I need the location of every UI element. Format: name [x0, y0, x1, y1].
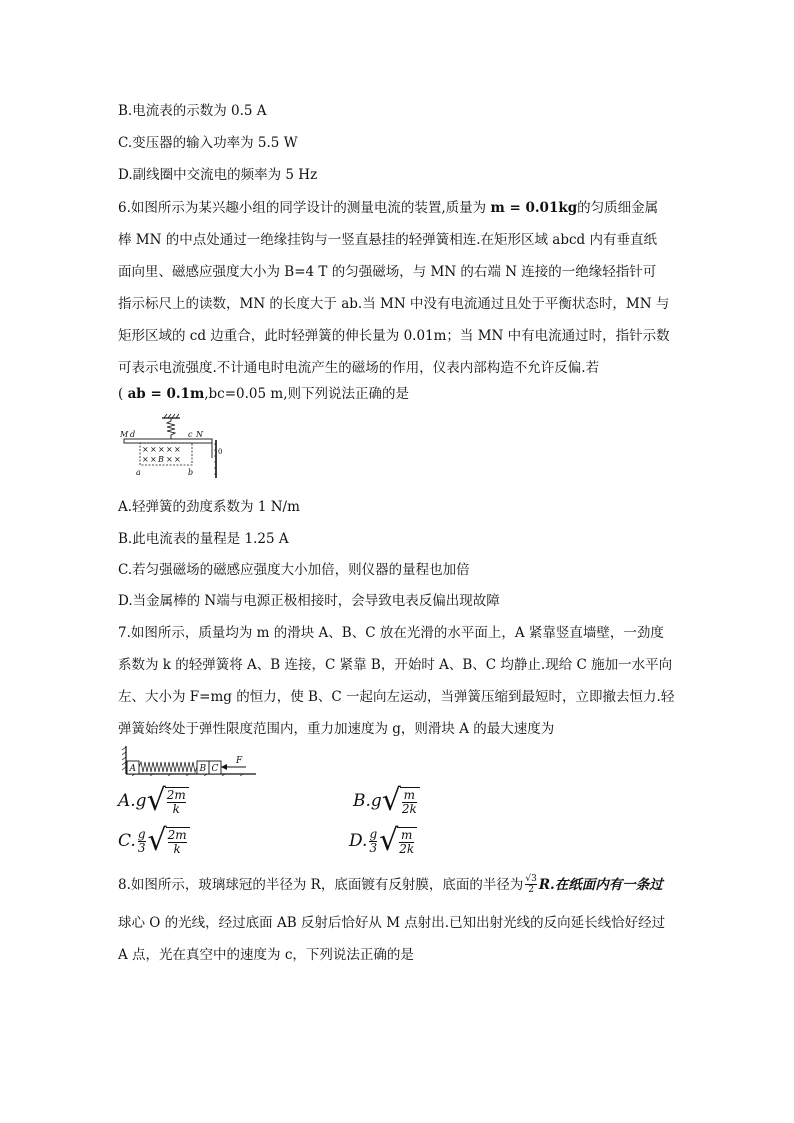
- svg-text:×: ×: [150, 445, 157, 454]
- q7-option-d-num: m: [401, 827, 413, 842]
- svg-text:×: ×: [142, 445, 149, 454]
- scale-zero: 0: [218, 448, 223, 456]
- q7-stem-line1: 7.如图所示，质量均为 m 的滑块 A、B、C 放在光滑的水平面上，A 紧靠竖直墙壁，一劲度: [118, 625, 664, 641]
- q6-option-a: A.轻弹簧的劲度系数为 1 N/m: [118, 499, 300, 515]
- sqrt-symbol: √ 2m k: [147, 786, 189, 816]
- q8-stem-line3: A 点，光在真空中的速度为 c，下列说法正确的是: [118, 947, 414, 963]
- q6-option-d: D.当金属棒的 N端与电源正极相接时，会导致电表反偏出现故障: [118, 593, 500, 609]
- field-label-b: B: [158, 455, 164, 464]
- q7-option-c-num: 2m: [167, 827, 187, 842]
- q7-option-d-den: 2k: [399, 841, 415, 856]
- label-n: N: [196, 430, 203, 439]
- q8-fraction: [525, 874, 536, 895]
- label-m: M: [120, 430, 129, 439]
- q8-stem-line1: [118, 874, 663, 895]
- q8-text: R.在纸面内有一条过: [538, 876, 663, 893]
- q6-text: (: [118, 386, 128, 402]
- svg-text:×: ×: [174, 455, 181, 464]
- q7-option-c: [118, 823, 190, 858]
- q7-option-a-prefix: A.g: [118, 791, 147, 811]
- q6-option-c: C.若匀强磁场的磁感应强度大小加倍，则仪器的量程也加倍: [118, 562, 470, 578]
- q5-option-d: D.副线圈中交流电的频率为 5 Hz: [118, 167, 318, 183]
- q7-option-b-den: 2k: [401, 801, 417, 816]
- label-c: c: [188, 430, 193, 439]
- label-b: b: [188, 468, 194, 477]
- q6-stem-line6: 可表示电流强度.不计通电时电流产生的磁场的作用，仪表内部构造不允许反偏.若: [118, 360, 600, 376]
- rod-mn: [124, 439, 212, 443]
- q7-option-a-num: 2m: [166, 787, 186, 802]
- q7-option-b: [353, 783, 420, 818]
- q7-stem-line2: 系数为 k 的轻弹簧将 A、B 连接，C 紧靠 B，开始时 A、B、C 均静止.现给 C 施加一水平向: [118, 657, 673, 673]
- sqrt-symbol: √ m 2k: [382, 786, 420, 816]
- q7-option-c-den: k: [173, 841, 181, 856]
- label-a: a: [136, 468, 141, 477]
- q8-stem-line2: 球心 O 的光线，经过底面 AB 反射后恰好从 M 点射出.已知出射光线的反向延长线恰好经过: [118, 915, 666, 931]
- q6-text: 的匀质细金属: [577, 200, 659, 216]
- force-label: F: [236, 756, 243, 766]
- spring-shape: [167, 418, 175, 439]
- q6-stem-line7: [118, 384, 409, 404]
- q7-option-b-prefix: B.g: [353, 791, 382, 811]
- q6-stem-line3: 面向里、磁感应强度大小为 B=4 T 的匀强磁场，与 MN 的右端 N 连接的一绝缘轻指针可: [118, 264, 657, 280]
- fraction: [369, 828, 377, 855]
- q7-option-d-fden: 3: [369, 840, 378, 855]
- q7-stem-line4: 弹簧始终处于弹性限度范围内，重力加速度为 g，则滑块 A 的最大速度为: [118, 721, 555, 737]
- svg-text:×: ×: [166, 455, 173, 464]
- svg-text:×: ×: [142, 455, 149, 464]
- label-d: d: [130, 430, 136, 439]
- block-c-label: C: [211, 764, 219, 774]
- sqrt-symbol: √ m 2k: [379, 826, 417, 856]
- q6-stem-line5: 矩形区域的 cd 边重合，此时轻弹簧的伸长量为 0.01m；当 MN 中有电流通过时，指针示数: [118, 328, 670, 344]
- q7-stem-line3: 左、大小为 F=mg 的恒力，使 B、C 一起向左运动，当弹簧压缩到最短时，立即撤去恒力.轻: [118, 689, 675, 705]
- svg-text:×: ×: [158, 445, 165, 454]
- q7-option-d-fnum: g: [369, 826, 378, 841]
- svg-text:×: ×: [174, 445, 181, 454]
- fraction: [138, 828, 146, 855]
- q8-frac-num: √3: [525, 874, 537, 884]
- block-b-label: B: [199, 764, 207, 774]
- q6-stem-line1: [118, 198, 658, 218]
- q5-option-c: C.变压器的输入功率为 5.5 W: [118, 135, 298, 151]
- q6-text: 6.如图所示为某兴趣小组的同学设计的测量电流的装置,质量为: [118, 200, 491, 216]
- q7-option-d-prefix: D.: [349, 831, 368, 851]
- q8-frac-den: 2: [528, 885, 534, 895]
- q6-mass-math: m = 0.01kg: [490, 200, 578, 216]
- spring-shape: [139, 762, 197, 772]
- q5-option-b: B.电流表的示数为 0.5 A: [118, 103, 267, 119]
- sqrt-symbol: √ 2m k: [148, 826, 190, 856]
- q6-text: ,bc=0.05 m,则下列说法正确的是: [204, 386, 409, 402]
- q7-option-c-fden: 3: [137, 840, 146, 855]
- q8-text: 8.如图所示，玻璃球冠的半径为 R，底面镀有反射膜，底面的半径为: [118, 876, 524, 893]
- q7-option-a: [118, 783, 189, 818]
- svg-text:×: ×: [150, 455, 157, 464]
- q6-figure: [118, 412, 223, 482]
- block-a-label: A: [129, 764, 136, 774]
- q7-option-a-den: k: [172, 801, 180, 816]
- svg-text:×: ×: [166, 445, 173, 454]
- q7-option-d: [349, 823, 417, 858]
- q7-option-c-fnum: g: [137, 826, 146, 841]
- q7-option-b-num: m: [403, 787, 416, 802]
- q6-stem-line4: 指示标尺上的读数，MN 的长度大于 ab.当 MN 中没有电流通过且处于平衡状态时，MN 与: [118, 296, 670, 312]
- q6-option-b: B.此电流表的量程是 1.25 A: [118, 531, 289, 547]
- q7-option-c-prefix: C.: [118, 831, 136, 851]
- q6-stem-line2: 棒 MN 的中点处通过一绝缘挂钩与一竖直悬挂的轻弹簧相连.在矩形区域 abcd 内有垂直纸: [118, 232, 657, 248]
- q6-ab-math: ab = 0.1m: [127, 386, 205, 402]
- q7-figure: [120, 744, 260, 776]
